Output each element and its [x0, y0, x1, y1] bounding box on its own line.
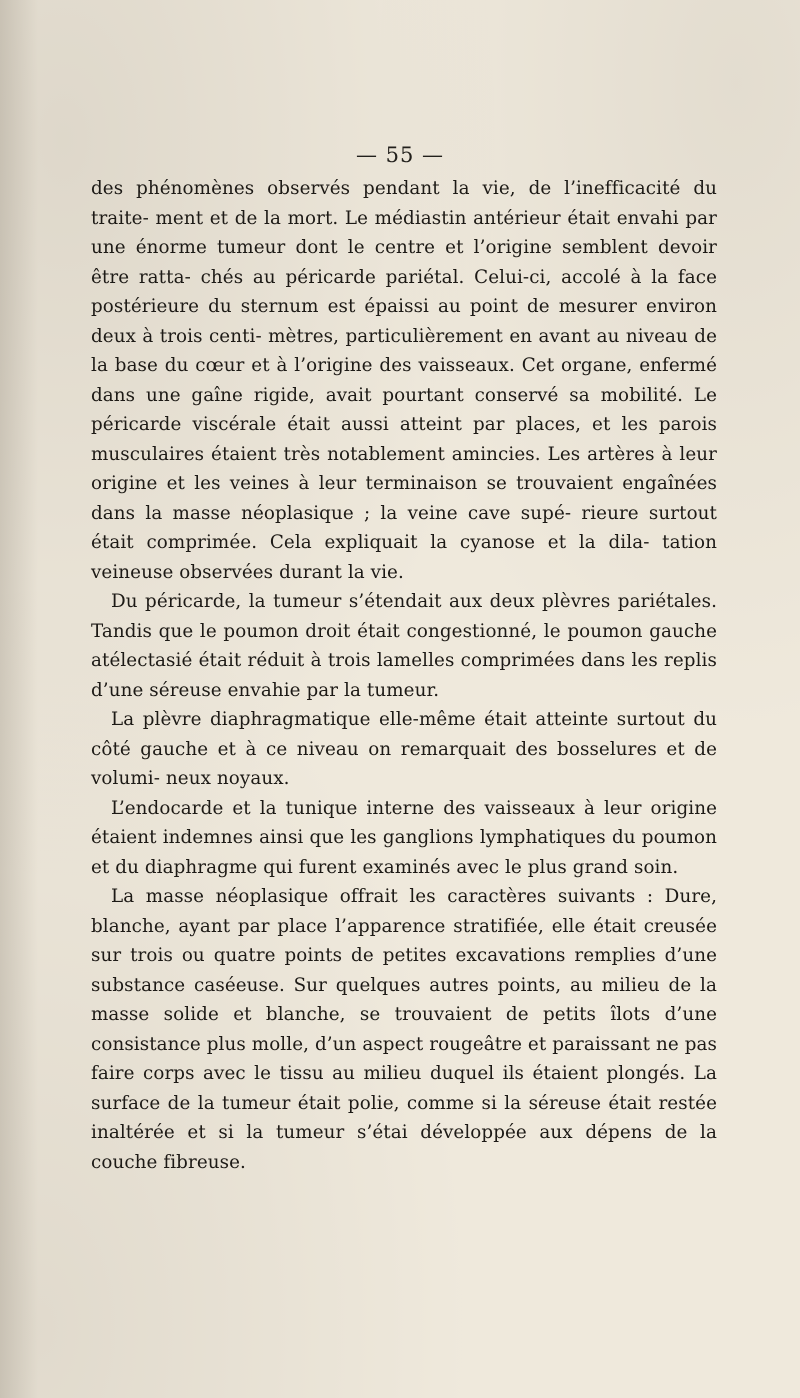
body-text — [91, 174, 717, 1177]
paragraph-1: des phénomènes observés pendant la vie, de l’inefficacité du traite- ment et de la mort. Le médiastin antérieur était envahi par une énorme tumeur dont le centre et l’origine semblent devoir être ratta- chés au péricarde pariétal. Celui-ci, accolé à la face postérieure du sternum est épaissi au point de mesurer environ deux à trois centi- mètres, particulièrement en avant au niveau de la base du cœur et à l’origine des vaisseaux. Cet organe, enfermé dans une gaîne rigide, avait pourtant conservé sa mobilité. Le péricarde viscérale était aussi atteint par places, et les parois musculaires étaient très notablement amincies. Les artères à leur origine et les veines à leur terminaison se trouvaient engaînées dans la masse néoplasique ; la veine cave supé- rieure surtout était comprimée. Cela expliquait la cyanose et la dila- tation veineuse observées durant la vie. — [91, 178, 717, 583]
paragraph-3: La plèvre diaphragmatique elle-même était atteinte surtout du côté gauche et à ce niveau on remarquait des bosselures et de volumi- neux noyaux. — [91, 709, 717, 789]
paragraph-2: Du péricarde, la tumeur s’étendait aux deux plèvres pariétales. Tandis que le poumon droit était congestionné, le poumon gauche atélectasié était réduit à trois lamelles comprimées dans les replis d’une séreuse envahie par la tumeur. — [91, 591, 717, 701]
paragraph-5: La masse néoplasique offrait les caractères suivants : Dure, blanche, ayant par place l’apparence stratifiée, elle était creusée sur trois ou quatre points de petites excavations remplies d’une substance caséeuse. Sur quelques autres points, au milieu de la masse solide et blanche, se trouvaient de petits îlots d’une consistance plus molle, d’un aspect rougeâtre et paraissant ne pas faire corps avec le tissu au milieu duquel ils étaient plongés. La surface de la tumeur était polie, comme si la séreuse était restée inaltérée et si la tumeur s’étai développée aux dépens de la couche fibreuse. — [91, 886, 717, 1173]
paragraph-4: L’endocarde et la tunique interne des vaisseaux à leur origine étaient indemnes ainsi que les ganglions lymphatiques du poumon et du diaphragme qui furent examinés avec le plus grand soin. — [91, 797, 717, 878]
page-number: — 55 — — [355, 143, 445, 167]
